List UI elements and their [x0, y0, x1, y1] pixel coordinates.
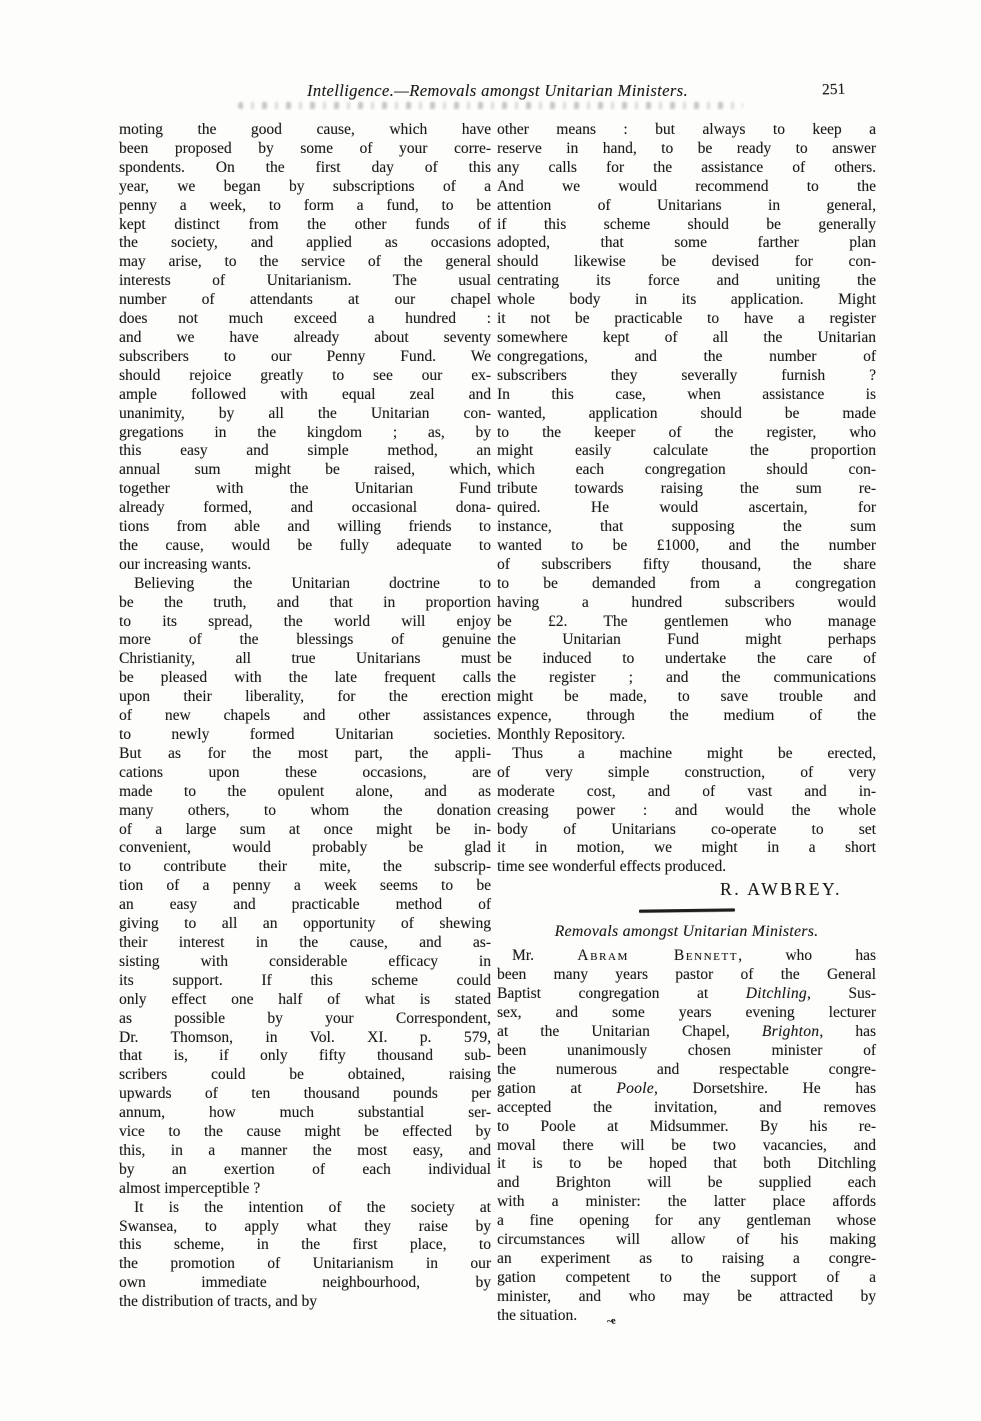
text-line: an easy and practicable method of	[119, 896, 491, 914]
text-line: made to the opulent alone, and as	[119, 782, 491, 800]
text-line: spondents. On the first day of this	[119, 158, 491, 176]
text-line: expence, through the medium of the	[497, 707, 876, 725]
text-line: centrating its force and uniting the	[497, 272, 876, 290]
text-line: the situation.	[497, 1306, 578, 1324]
text-line: should likewise be devised for con-	[497, 253, 876, 271]
text-line: tribute towards raising the sum re-	[497, 480, 876, 498]
text-line: and we have already about seventy	[119, 328, 491, 346]
text-line: that is, if only fifty thousand sub-	[119, 1047, 491, 1065]
text-line: it in motion, we might in a short	[497, 839, 876, 857]
text-line: the cause, would be fully adequate to	[119, 536, 491, 554]
text-line: wanted to be £1000, and the number	[497, 536, 876, 554]
text-line: any calls for the assistance of others.	[497, 158, 876, 176]
text-line: only effect one half of what is stated	[119, 990, 491, 1008]
running-head-title: Intelligence.—Removals amongst Unitarian Ministers.	[306, 81, 689, 100]
text-line: tions from able and willing friends to	[119, 518, 491, 536]
text-line: our increasing wants.	[119, 555, 252, 573]
text-line: quired. He would ascertain, for	[497, 499, 876, 517]
text-line: time see wonderful effects produced.	[497, 858, 727, 876]
text-line: the society, and applied as occasions	[119, 234, 491, 252]
text-line: wanted, application should be made	[497, 404, 876, 422]
section-divider-rule	[638, 909, 734, 913]
text-line: own immediate neighbourhood, by	[119, 1274, 491, 1292]
text-line: moderate cost, and of vast and in-	[497, 782, 876, 800]
page-number: 251	[821, 80, 846, 99]
text-line: it not be practicable to have a register	[497, 310, 876, 328]
text-line: convenient, would probably be glad	[119, 839, 491, 857]
text-line: giving to all an opportunity of shewing	[119, 915, 491, 933]
text-line: should rejoice greatly to see our ex-	[119, 366, 491, 384]
text-line: be pleased with the late frequent calls	[119, 669, 491, 687]
text-line: creasing power : and would the whole	[497, 801, 876, 819]
text-line: Believing the Unitarian doctrine to	[134, 574, 491, 592]
text-line: of a large sum at once might be in-	[119, 820, 491, 838]
text-line: this easy and simple method, an	[119, 442, 491, 460]
text-line: having a hundred subscribers would	[497, 593, 876, 611]
text-line: the distribution of tracts, and by	[119, 1293, 318, 1311]
text-line: other means : but always to keep a	[497, 121, 876, 138]
text-line: as possible by your Correspondent,	[119, 1009, 491, 1027]
text-line: more of the blessings of genuine	[119, 631, 491, 649]
left-column	[119, 121, 491, 1312]
text-line: moting the good cause, which have	[119, 121, 491, 138]
text-line: be £2. The gentlemen who manage	[497, 612, 876, 630]
text-line: subscribers they severally furnish ?	[497, 366, 876, 384]
text-line: instance, that supposing the sum	[497, 518, 876, 536]
text-line: their interest in the cause, and as-	[119, 933, 491, 951]
text-line: an experiment as to raising a congre-	[497, 1249, 876, 1267]
text-line: somewhere kept of all the Unitarian	[497, 328, 876, 346]
text-line: this, in a manner the most easy, and	[119, 1141, 491, 1159]
text-line: be the truth, and that in proportion	[119, 593, 491, 611]
text-line: ample followed with equal zeal and	[119, 385, 491, 403]
text-line: been proposed by some of your corre-	[119, 139, 491, 157]
text-line: annual sum might be raised, which,	[119, 461, 491, 479]
text-line: vice to the cause might be effected by	[119, 1123, 491, 1141]
text-line: gation at Poole, Dorsetshire. He has	[497, 1079, 876, 1097]
text-line: And we would recommend to the	[497, 177, 876, 195]
text-line: Mr. Abram Bennett, who has	[512, 947, 877, 965]
text-line: might be made, to save trouble and	[497, 688, 876, 706]
paragraph	[497, 947, 876, 1325]
text-line: number of attendants at our chapel	[119, 291, 491, 309]
text-line: sisting with considerable efficacy in	[119, 952, 491, 970]
paragraph	[497, 745, 876, 877]
text-line: to newly formed Unitarian societies.	[119, 726, 491, 743]
text-line: of subscribers fifty thousand, the share	[497, 555, 876, 573]
text-line: Christianity, all true Unitarians must	[119, 650, 491, 668]
text-line: Thus a machine might be erected,	[512, 744, 876, 762]
text-line: whole body in its application. Might	[497, 291, 876, 309]
paragraph	[119, 575, 491, 1199]
text-line: with a minister: the latter place affords	[497, 1193, 876, 1211]
text-line: to its spread, the world will enjoy	[119, 612, 491, 630]
text-line: subscribers to our Penny Fund. We	[119, 347, 491, 365]
text-line: together with the Unitarian Fund	[119, 480, 491, 498]
text-line: Baptist congregation at Ditchling, Sus-	[497, 985, 876, 1003]
text-line: tion of a penny a week seems to be	[119, 877, 491, 895]
text-line: be induced to undertake the care of	[497, 650, 876, 668]
text-line: reserve in hand, to be ready to answer	[497, 139, 876, 157]
text-line: moval there will be two vacancies, and	[497, 1136, 876, 1154]
text-line: adopted, that some farther plan	[497, 234, 876, 252]
text-line: penny a week, to form a fund, to be	[119, 196, 491, 214]
text-line: year, we began by subscriptions of a	[119, 177, 491, 195]
text-line: which each congregation should con-	[497, 461, 876, 479]
text-line: attention of Unitarians in general,	[497, 196, 876, 214]
text-line: body of Unitarians co-operate to set	[497, 820, 876, 838]
text-line: and Brighton will be supplied each	[497, 1174, 876, 1192]
text-line: to Poole at Midsummer. By his re-	[497, 1117, 876, 1135]
text-line: unanimity, by all the Unitarian con-	[119, 404, 491, 422]
text-line: its support. If this scheme could	[119, 971, 491, 989]
text-line: a fine opening for any gentleman whose	[497, 1212, 876, 1230]
text-line: sex, and some years evening lecturer	[497, 1004, 876, 1022]
text-line: almost imperceptible ?	[119, 1179, 261, 1197]
right-column	[497, 121, 876, 1326]
text-line: it is to be hoped that both Ditchling	[497, 1155, 876, 1173]
text-line: if this scheme should be generally	[497, 215, 876, 233]
text-line: scribers could be obtained, raising	[119, 1066, 491, 1084]
text-line: to be demanded from a congregation	[497, 574, 876, 592]
text-line: been many years pastor of the General	[497, 966, 876, 984]
text-line: It is the intention of the society at	[134, 1198, 491, 1216]
text-line: the register ; and the communications	[497, 669, 876, 687]
text-line: many others, to whom the donation	[119, 801, 491, 819]
text-line: minister, and who may be attracted by	[497, 1287, 876, 1305]
text-line: congregations, and the number of	[497, 347, 876, 365]
text-line: gation competent to the support of a	[497, 1268, 876, 1286]
text-line: might easily calculate the proportion	[497, 442, 876, 460]
text-line: already formed, and occasional dona-	[119, 499, 491, 517]
author-signature: R. AWBREY.	[719, 879, 842, 900]
text-line: been unanimously chosen minister of	[497, 1041, 876, 1059]
text-line: at the Unitarian Chapel, Brighton, has	[497, 1023, 876, 1041]
text-line: But as for the most part, the appli-	[119, 744, 491, 762]
text-line: gregations in the kingdom ; as, by	[119, 423, 491, 441]
article-heading: Removals amongst Unitarian Ministers.	[554, 923, 819, 941]
scan-smudge-artifact	[238, 102, 743, 109]
text-line: this scheme, in the first place, to	[119, 1236, 491, 1254]
text-line: circumstances will allow of his making	[497, 1231, 876, 1249]
text-line: the numerous and respectable congre-	[497, 1060, 876, 1078]
text-line: accepted the invitation, and removes	[497, 1098, 876, 1116]
paragraph	[119, 121, 491, 575]
text-line: kept distinct from the other funds of	[119, 215, 491, 233]
text-line: In this case, when assistance is	[497, 385, 876, 403]
paragraph	[119, 1199, 491, 1312]
text-line: cations upon these occasions, are	[119, 763, 491, 781]
text-line: annum, how much substantial ser-	[119, 1104, 491, 1122]
text-line: the promotion of Unitarianism in our	[119, 1255, 491, 1273]
text-line: Swansea, to apply what they raise by	[119, 1217, 491, 1235]
text-line: Monthly Repository.	[497, 726, 626, 743]
text-line: the Unitarian Fund might perhaps	[497, 631, 876, 649]
text-line: interests of Unitarianism. The usual	[119, 272, 491, 290]
text-line: upwards of ten thousand pounds per	[119, 1085, 491, 1103]
text-line: does not much exceed a hundred :	[119, 310, 491, 328]
text-line: of very simple construction, of very	[497, 763, 876, 781]
text-line: to the keeper of the register, who	[497, 423, 876, 441]
text-line: to contribute their mite, the subscrip-	[119, 858, 491, 876]
text-line: upon their liberality, for the erection	[119, 688, 491, 706]
text-line: Dr. Thomson, in Vol. XI. p. 579,	[119, 1028, 491, 1046]
text-line: by an exertion of each individual	[119, 1160, 491, 1178]
text-line: of new chapels and other assistances	[119, 707, 491, 725]
printer-ink-mark: ~e	[606, 1315, 616, 1328]
text-line: may arise, to the service of the general	[119, 253, 491, 271]
paragraph	[497, 121, 876, 745]
